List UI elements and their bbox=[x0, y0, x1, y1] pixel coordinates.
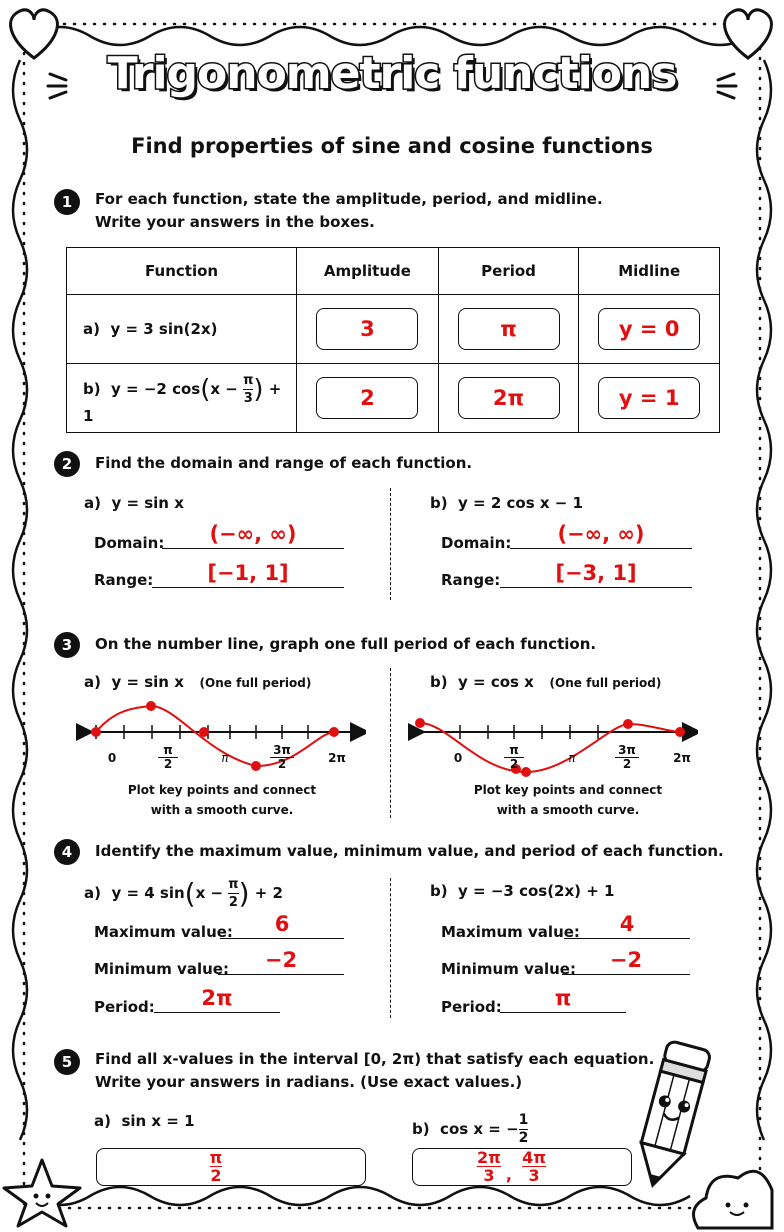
question-number: 1 bbox=[54, 189, 80, 215]
question-prompt: Find the domain and range of each function. bbox=[95, 454, 473, 472]
amplitude-answer-box[interactable]: 3 bbox=[316, 308, 418, 350]
answer-box-b[interactable]: $\frac{2\pi}{3}$ , $\frac{4\pi}{3}$ bbox=[412, 1148, 632, 1186]
table-row bbox=[67, 364, 720, 433]
function-b: b) y = cos x (One full period) bbox=[430, 673, 662, 691]
midline-answer-box[interactable]: y = 1 bbox=[598, 377, 700, 419]
period-answer-field[interactable]: 2π bbox=[154, 988, 280, 1013]
table-row bbox=[67, 295, 720, 364]
table-header: Function bbox=[67, 248, 297, 295]
question-prompt: Find all x-values in the interval [0, 2π) that satisfy each equation. Write your answers in radians. (Use exact values.) bbox=[95, 1050, 655, 1091]
minimum-label: Minimum value: bbox=[94, 960, 229, 978]
sine-graph bbox=[76, 694, 366, 784]
question-number: 2 bbox=[54, 451, 80, 477]
period-label: Period: bbox=[441, 998, 502, 1016]
cosine-graph bbox=[408, 694, 698, 784]
maximum-answer-field[interactable]: 4 bbox=[564, 914, 690, 939]
question-prompt: Identify the maximum value, minimum value, and period of each function. bbox=[95, 842, 724, 860]
star-icon bbox=[4, 1160, 80, 1226]
minimum-label: Minimum value: bbox=[441, 960, 576, 978]
minimum-answer-field[interactable]: −2 bbox=[218, 950, 344, 975]
cloud-icon bbox=[694, 1171, 773, 1228]
function-b: b) y = 2 cos x − 1 bbox=[430, 494, 583, 512]
function-cell: b) y = −2 cos(x − $\frac{\pi}{3}$ ) + 1 bbox=[67, 364, 297, 433]
graph-caption: Plot key points and connect with a smooth curve. bbox=[473, 783, 663, 817]
answer-fraction: $\frac{2\pi}{3}$ bbox=[477, 1148, 501, 1185]
maximum-label: Maximum value: bbox=[441, 923, 580, 941]
midline-answer-box[interactable]: y = 0 bbox=[598, 308, 700, 350]
divider bbox=[390, 488, 391, 600]
divider bbox=[390, 878, 391, 1018]
tick-label: 0 bbox=[453, 751, 463, 765]
tick-label: 3π 2 bbox=[270, 744, 294, 771]
range-answer-field[interactable]: [−3, 1] bbox=[500, 563, 692, 588]
period-label: Period: bbox=[94, 998, 155, 1016]
domain-answer-field[interactable]: (−∞, ∞) bbox=[162, 524, 344, 549]
period-answer-box[interactable]: π bbox=[458, 308, 560, 350]
range-label: Range: bbox=[94, 571, 154, 589]
range-label: Range: bbox=[441, 571, 501, 589]
question-number: 5 bbox=[54, 1049, 80, 1075]
properties-table bbox=[66, 247, 720, 433]
question-number: 4 bbox=[54, 839, 80, 865]
tick-label: 0 bbox=[107, 751, 117, 765]
tick-label: 2π bbox=[328, 751, 346, 765]
function-a: a) y = sin x (One full period) bbox=[84, 673, 312, 691]
domain-answer-field[interactable]: (−∞, ∞) bbox=[510, 524, 692, 549]
tick-label: π 2 bbox=[504, 744, 524, 771]
tick-label: 2π bbox=[673, 751, 691, 765]
function-b: b) y = −3 cos(2x) + 1 bbox=[430, 882, 615, 900]
range-answer-field[interactable]: [−1, 1] bbox=[152, 563, 344, 588]
answer-fraction: $\frac{\pi}{2}$ bbox=[209, 1148, 223, 1185]
amplitude-answer-box[interactable]: 2 bbox=[316, 377, 418, 419]
question-prompt: On the number line, graph one full period of each function. bbox=[95, 635, 597, 653]
period-answer-box[interactable]: 2π bbox=[458, 377, 560, 419]
page-subtitle: Find properties of sine and cosine functions bbox=[131, 134, 653, 158]
tick-label: π bbox=[568, 751, 576, 765]
page-title: Trigonometric functions bbox=[107, 48, 677, 99]
equation-b: b) cos x = − $\frac{1}{2}$ bbox=[412, 1112, 529, 1146]
function-cell: a) y = 3 sin(2x) bbox=[67, 295, 297, 364]
domain-label: Domain: bbox=[94, 534, 165, 552]
maximum-label: Maximum value: bbox=[94, 923, 233, 941]
maximum-answer-field[interactable]: 6 bbox=[220, 914, 344, 939]
tick-label: π 2 bbox=[158, 744, 178, 771]
question-number: 3 bbox=[54, 632, 80, 658]
answer-fraction: $\frac{4\pi}{3}$ bbox=[522, 1148, 546, 1185]
table-header: Midline bbox=[579, 248, 720, 295]
domain-label: Domain: bbox=[441, 534, 512, 552]
divider bbox=[390, 668, 391, 818]
answer-box-a[interactable] bbox=[96, 1148, 366, 1186]
graph-caption: Plot key points and connect with a smooth curve. bbox=[127, 783, 317, 817]
function-a: a) y = sin x bbox=[84, 494, 184, 512]
minimum-answer-field[interactable]: −2 bbox=[562, 950, 690, 975]
tick-label: 3π 2 bbox=[615, 744, 639, 771]
question-prompt: For each function, state the amplitude, period, and midline. Write your answers in the boxes. bbox=[95, 190, 603, 231]
equation-a: a) sin x = 1 bbox=[94, 1112, 195, 1130]
period-answer-field[interactable]: π bbox=[500, 988, 626, 1013]
function-a: a) y = 4 sin(x − $\frac{\pi}{2}$ ) + 2 bbox=[84, 877, 283, 910]
table-header: Period bbox=[438, 248, 579, 295]
table-header: Amplitude bbox=[297, 248, 439, 295]
tick-label: π bbox=[221, 751, 229, 765]
